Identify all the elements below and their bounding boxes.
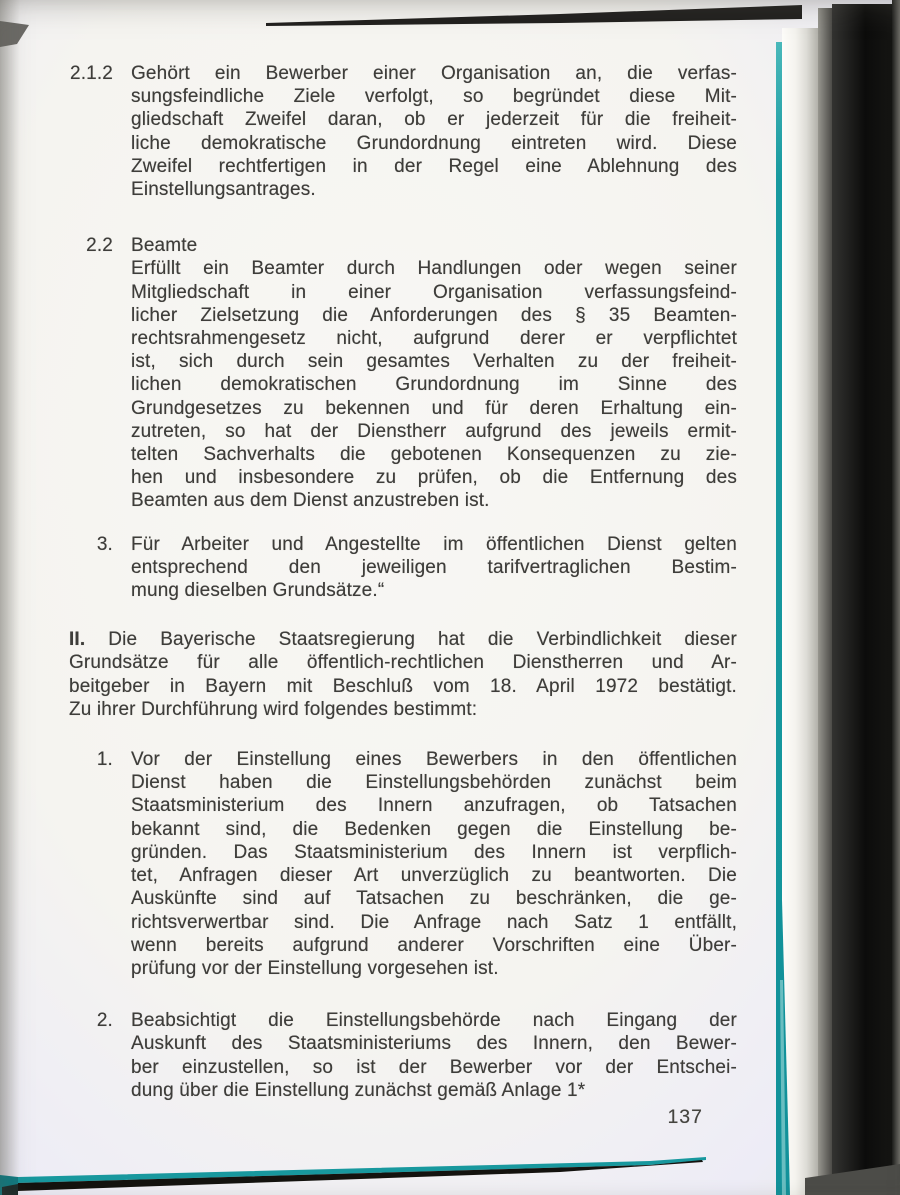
paragraph-label: 3. xyxy=(96,533,113,555)
paragraph-lines xyxy=(131,1009,737,1102)
text-line: ber einzustellen, so ist der Bewerber vor der Entschei- xyxy=(131,1056,737,1078)
text-line: hen und insbesondere zu prüfen, ob die Entfernung des xyxy=(131,467,737,489)
paragraph-3 xyxy=(69,533,737,603)
text-line: rechtsrahmengesetz nicht, aufgrund derer er verpflichtet xyxy=(131,328,737,350)
text-line: Grundgesetzes zu bekennen und für deren Erhaltung ein- xyxy=(131,397,737,419)
paragraph-lines xyxy=(131,748,737,980)
paragraph-II xyxy=(69,628,737,721)
paragraph-label: II. xyxy=(69,629,86,651)
text-line: wenn bereits aufgrund anderer Vorschriften eine Über- xyxy=(131,934,737,956)
paragraph-2 xyxy=(69,1009,737,1102)
text-line: Auskunft des Staatsministeriums des Innern, den Bewer- xyxy=(131,1033,737,1055)
text-block xyxy=(69,56,737,1102)
text-line: Dienst haben die Einstellungsbehörden zunächst beim xyxy=(131,772,737,794)
text-line: Für Arbeiter und Angestellte im öffentlichen Dienst gelten xyxy=(131,533,737,555)
paragraph-lines xyxy=(131,234,737,512)
paragraph-label: 2. xyxy=(96,1010,113,1032)
paragraph-212 xyxy=(69,62,737,201)
text-line: liche demokratische Grundordnung eintreten wird. Diese xyxy=(131,132,737,154)
left-page-shadow xyxy=(0,0,20,1195)
text-line: Gehört ein Bewerber einer Organisation an, die verfas- xyxy=(131,63,737,84)
text-line: lichen demokratischen Grundordnung im Sinne des xyxy=(131,374,737,396)
text-line: zutreten, so hat der Dienstherr aufgrund des jeweils ermit- xyxy=(131,420,737,442)
paragraph-label: 2.1.2 xyxy=(69,63,113,84)
bottom-edge-shadow xyxy=(18,1160,703,1191)
text-line: entsprechend den jeweiligen tarifvertraglichen Bestim- xyxy=(131,556,737,578)
text-line: Beamte xyxy=(131,235,198,257)
page-number: 137 xyxy=(667,1106,703,1128)
text-line: Einstellungsantrages. xyxy=(131,179,316,201)
text-line: Beabsichtigt die Einstellungsbehörde nach Eingang der xyxy=(131,1010,737,1032)
paragraph-label: 2.2 xyxy=(86,235,113,257)
text-line: Grundsätze für alle öffentlich-rechtlichen Dienstherren und Ar- xyxy=(69,652,737,674)
text-line: licher Zielsetzung die Anforderungen des § 35 Beamten- xyxy=(131,304,737,326)
top-edge-shadow xyxy=(266,5,802,26)
text-line: gliedschaft Zweifel daran, ob er jederzeit für die freiheit- xyxy=(131,109,737,131)
text-line: Mitgliedschaft in einer Organisation verfassungsfeind- xyxy=(131,281,737,303)
paragraph-22 xyxy=(69,234,737,512)
page-stack-shadow xyxy=(818,8,832,1195)
text-line: Auskünfte sind auf Tatsachen zu beschränken, die ge- xyxy=(131,888,737,910)
book-cover-edge-dark xyxy=(832,4,892,1195)
text-line: Vor der Einstellung eines Bewerbers in den öffentlichen xyxy=(131,749,737,771)
text-line: Zweifel rechtfertigen in der Regel eine Ablehnung des xyxy=(131,155,737,177)
text-line: II. Die Bayerische Staatsregierung hat die Verbindlichkeit dieser xyxy=(69,629,737,651)
paragraph-lines xyxy=(131,62,737,201)
text-line: Zu ihrer Durchführung wird folgendes bestimmt: xyxy=(69,698,478,720)
text-line: prüfung vor der Einstellung vorgesehen ist. xyxy=(131,957,499,979)
paragraph-1 xyxy=(69,748,737,980)
text-line: Staatsministerium des Innern anzufragen, ob Tatsachen xyxy=(131,795,737,817)
text-line: mung dieselben Grundsätze.“ xyxy=(131,580,385,602)
scan-background-rim xyxy=(892,0,900,1195)
bottom-teal-edge xyxy=(18,1157,706,1183)
text-line: gründen. Das Staatsministerium des Innern ist verpflich- xyxy=(131,841,737,863)
book-cover-teal-edge xyxy=(776,42,782,1195)
text-line: tet, Anfragen dieser Art unverzüglich zu beantworten. Die xyxy=(131,865,737,887)
page-stack-edge xyxy=(782,28,818,1195)
paragraph-lines xyxy=(69,628,737,721)
text-line: sungsfeindliche Ziele verfolgt, so begründet diese Mit- xyxy=(131,86,737,108)
text-line: richtsverwertbar sind. Die Anfrage nach Satz 1 entfällt, xyxy=(131,911,737,933)
text-line: Beamten aus dem Dienst anzustreben ist. xyxy=(131,490,490,512)
text-line: beitgeber in Bayern mit Beschluß vom 18. April 1972 bestätigt. xyxy=(69,675,737,697)
text-line: Erfüllt ein Beamter durch Handlungen oder wegen seiner xyxy=(131,258,737,280)
text-line: ist, sich durch sein gesamtes Verhalten zu der freiheit- xyxy=(131,351,737,373)
text-line: telten Sachverhalts die gebotenen Konsequenzen zu zie- xyxy=(131,444,737,466)
text-line: dung über die Einstellung zunächst gemäß Anlage 1* xyxy=(131,1079,586,1101)
paragraph-label: 1. xyxy=(96,749,113,771)
text-line: bekannt sind, die Bedenken gegen die Einstellung be- xyxy=(131,818,737,840)
paragraph-lines xyxy=(131,533,737,603)
